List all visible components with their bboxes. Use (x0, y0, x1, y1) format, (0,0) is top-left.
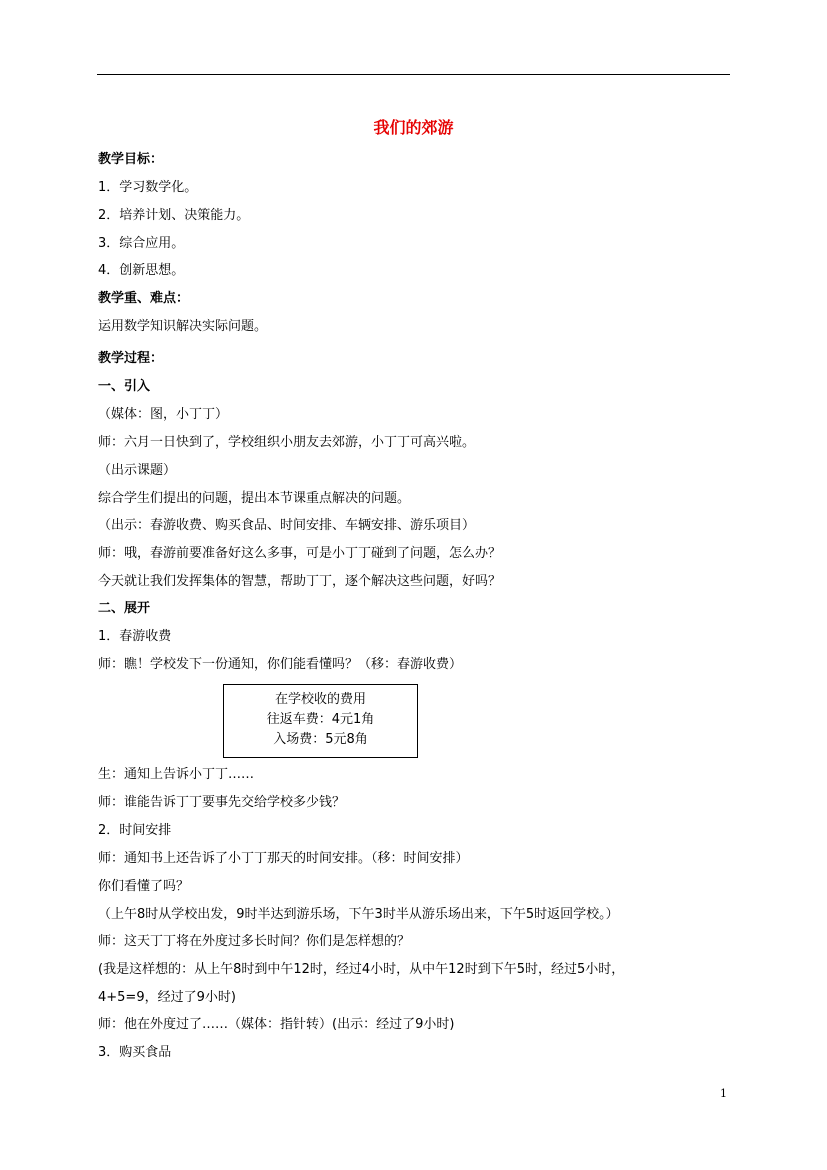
notice-bus-fare: 往返车费：4元1角 (266, 712, 375, 727)
paragraph-line: (我是这样想的：从上午8时到中午12时，经过4小时，从中午12时到下午5时，经过5小时， (98, 962, 625, 977)
notice-ticket-fee: 入场费：5元8角 (273, 732, 368, 747)
document-title: 我们的郊游 (373, 118, 454, 137)
fee-notice-box (223, 684, 418, 758)
objective-item: 4．创新思想。 (98, 263, 185, 278)
list-item: 3．购买食品 (98, 1045, 172, 1060)
key-points-text: 运用数学知识解决实际问题。 (98, 319, 268, 334)
process-heading: 教学过程： (98, 351, 164, 366)
paragraph-line: 师：这天丁丁将在外度过多长时间？你们是怎样想的？ (98, 934, 411, 949)
paragraph-line: 你们看懂了吗？ (98, 879, 190, 894)
objective-item: 2．培养计划、决策能力。 (98, 208, 250, 223)
header-rule (97, 74, 730, 75)
section-heading: 一、引入 (98, 379, 151, 394)
objectives-heading: 教学目标： (98, 152, 164, 167)
list-item: 2．时间安排 (98, 823, 172, 838)
objective-item: 3．综合应用。 (98, 236, 185, 251)
paragraph-line: 生：通知上告诉小丁丁…… (98, 767, 255, 782)
section-heading: 二、展开 (98, 601, 151, 616)
paragraph-line: （出示：春游收费、购买食品、时间安排、车辆安排、游乐项目） (98, 518, 476, 533)
paragraph-line: 师：谁能告诉丁丁要事先交给学校多少钱？ (98, 795, 346, 810)
paragraph-line: 师：瞧！学校发下一份通知，你们能看懂吗？（移：春游收费） (98, 657, 463, 672)
paragraph-line: 师：六月一日快到了，学校组织小朋友去郊游，小丁丁可高兴啦。 (98, 435, 476, 450)
key-points-heading: 教学重、难点： (98, 291, 190, 306)
objective-item: 1．学习数学化。 (98, 180, 198, 195)
paragraph-line: 师：哦，春游前要准备好这么多事，可是小丁丁碰到了问题，怎么办？ (98, 546, 502, 561)
paragraph-line: 综合学生们提出的问题，提出本节课重点解决的问题。 (98, 491, 411, 506)
paragraph-line: （上午8时从学校出发，9时半达到游乐场，下午3时半从游乐场出来，下午5时返回学校。） (98, 907, 619, 922)
page-number: 1 (720, 1087, 727, 1100)
paragraph-line: 4+5=9，经过了9小时) (98, 990, 236, 1005)
paragraph-line: 今天就让我们发挥集体的智慧，帮助丁丁，逐个解决这些问题，好吗？ (98, 574, 502, 589)
list-item: 1．春游收费 (98, 629, 172, 644)
notice-title: 在学校收的费用 (274, 692, 366, 707)
paragraph-line: （出示课题） (98, 463, 177, 478)
paragraph-line: 师：通知书上还告诉了小丁丁那天的时间安排。（移：时间安排） (98, 851, 469, 866)
paragraph-line: （媒体：图，小丁丁） (98, 407, 229, 422)
paragraph-line: 师：他在外度过了……（媒体：指针转）(出示：经过了9小时) (98, 1017, 455, 1032)
